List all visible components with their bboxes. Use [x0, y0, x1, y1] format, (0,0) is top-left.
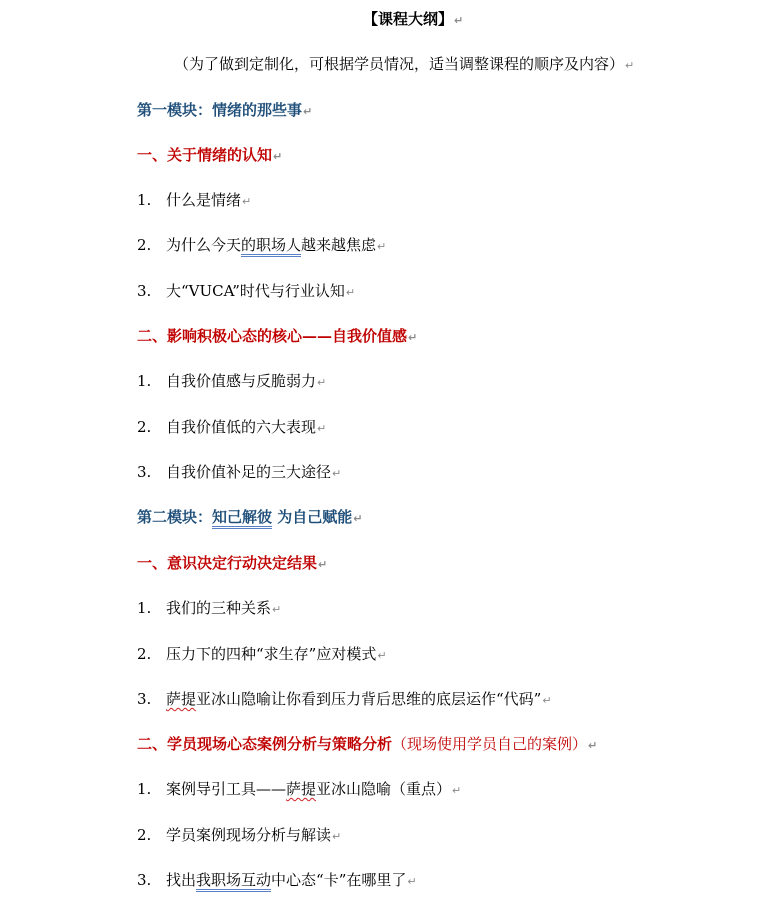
paragraph-mark-icon: ↵ — [377, 649, 387, 662]
intro-text: （为了做到定制化，可根据学员情况，适当调整课程的顺序及内容） — [174, 55, 625, 73]
paragraph-mark-icon: ↵ — [272, 603, 282, 616]
list-item-text: 大“VUCA”时代与行业认知 — [166, 282, 345, 300]
list-item — [137, 417, 326, 439]
paragraph-mark-icon: ↵ — [318, 558, 328, 571]
list-item-text: 学员案例现场分析与解读 — [166, 826, 332, 844]
list-item — [137, 190, 251, 212]
section-heading-text: 一、关于情绪的认知 — [137, 146, 273, 164]
spelling-underlined-text: 萨提 — [286, 780, 317, 798]
list-item — [137, 462, 341, 484]
list-item-number: 3. — [137, 282, 152, 300]
paragraph-mark-icon: ↵ — [407, 875, 417, 888]
paragraph-mark-icon: ↵ — [332, 830, 342, 843]
list-item-text: 亚冰山隐喻（重点） — [316, 780, 452, 798]
list-item-text: 中心态“卡”在哪里了 — [271, 871, 407, 889]
module-2-heading — [137, 507, 362, 529]
section-heading-text: 二、学员现场心态案例分析与策略分析 — [137, 735, 393, 753]
module-1-heading-text: 第一模块：情绪的那些事 — [137, 101, 303, 119]
list-item-text: 压力下的四种“求生存”应对模式 — [166, 645, 377, 663]
list-item-number: 2. — [137, 645, 152, 663]
list-item-number: 2. — [137, 418, 152, 436]
list-item-number: 3. — [137, 690, 152, 708]
paragraph-mark-icon: ↵ — [625, 59, 635, 72]
intro-note — [174, 54, 634, 76]
paragraph-mark-icon: ↵ — [345, 286, 356, 299]
module-2-section-1-heading — [137, 553, 327, 575]
list-item — [137, 371, 326, 393]
list-item — [137, 235, 386, 257]
paragraph-mark-icon: ↵ — [317, 376, 327, 389]
section-heading-note: （现场使用学员自己的案例） — [392, 735, 588, 753]
paragraph-mark-icon: ↵ — [242, 195, 252, 208]
list-item-number: 1. — [137, 372, 152, 390]
list-item-text: 亚冰山隐喻让你看到压力背后思维的底层运作“代码” — [196, 690, 542, 708]
list-item-text: 什么是情绪 — [166, 191, 242, 209]
module-2-heading-text: 第二模块： — [137, 508, 213, 526]
grammar-underlined-text: 的职场人 — [241, 236, 301, 257]
list-item-number: 2. — [137, 236, 152, 254]
title-text: 【课程大纲】 — [363, 10, 454, 28]
list-item-number: 2. — [137, 826, 152, 844]
list-item-text: 自我价值低的六大表现 — [166, 418, 317, 436]
paragraph-mark-icon: ↵ — [353, 512, 363, 525]
paragraph-mark-icon: ↵ — [273, 150, 283, 163]
module-2-section-2-heading — [137, 734, 597, 756]
paragraph-mark-icon: ↵ — [303, 105, 313, 118]
spelling-underlined-text: 萨提 — [166, 690, 197, 708]
grammar-underlined-text: 知己解彼 — [212, 508, 272, 529]
paragraph-mark-icon: ↵ — [542, 694, 552, 707]
list-item-number: 1. — [137, 599, 152, 617]
list-item-text: 越来越焦虑 — [301, 236, 377, 254]
list-item-text: 我们的三种关系 — [166, 599, 272, 617]
list-item-text: 案例导引工具—— — [166, 780, 287, 798]
list-item — [137, 644, 387, 666]
paragraph-mark-icon: ↵ — [332, 467, 342, 480]
paragraph-mark-icon: ↵ — [317, 422, 327, 435]
list-item-number: 3. — [137, 463, 152, 481]
paragraph-mark-icon: ↵ — [452, 784, 462, 797]
list-item — [137, 779, 461, 801]
list-item-text: 找出 — [166, 871, 197, 889]
module-1-section-2-heading — [137, 326, 417, 348]
list-item — [137, 689, 552, 711]
list-item-number: 1. — [137, 191, 152, 209]
list-item-number: 1. — [137, 780, 152, 798]
document-title — [363, 9, 463, 31]
paragraph-mark-icon: ↵ — [377, 240, 387, 253]
paragraph-mark-icon: ↵ — [588, 739, 598, 752]
section-heading-text: 一、意识决定行动决定结果 — [137, 554, 318, 572]
module-1-section-1-heading — [137, 145, 282, 167]
list-item-text: 自我价值感与反脆弱力 — [166, 372, 317, 390]
section-heading-text: 二、影响积极心态的核心——自我价值感 — [137, 327, 408, 345]
module-2-heading-text: 为自己赋能 — [272, 508, 353, 526]
list-item — [137, 281, 355, 303]
list-item — [137, 825, 341, 847]
list-item-text: 为什么今天 — [166, 236, 242, 254]
paragraph-mark-icon: ↵ — [408, 331, 418, 344]
list-item — [137, 598, 281, 620]
list-item — [137, 870, 417, 892]
paragraph-mark-icon: ↵ — [454, 14, 464, 27]
list-item-text: 自我价值补足的三大途径 — [166, 463, 332, 481]
grammar-underlined-text: 我职场互动 — [196, 871, 271, 892]
module-1-heading — [137, 100, 312, 122]
list-item-number: 3. — [137, 871, 152, 889]
